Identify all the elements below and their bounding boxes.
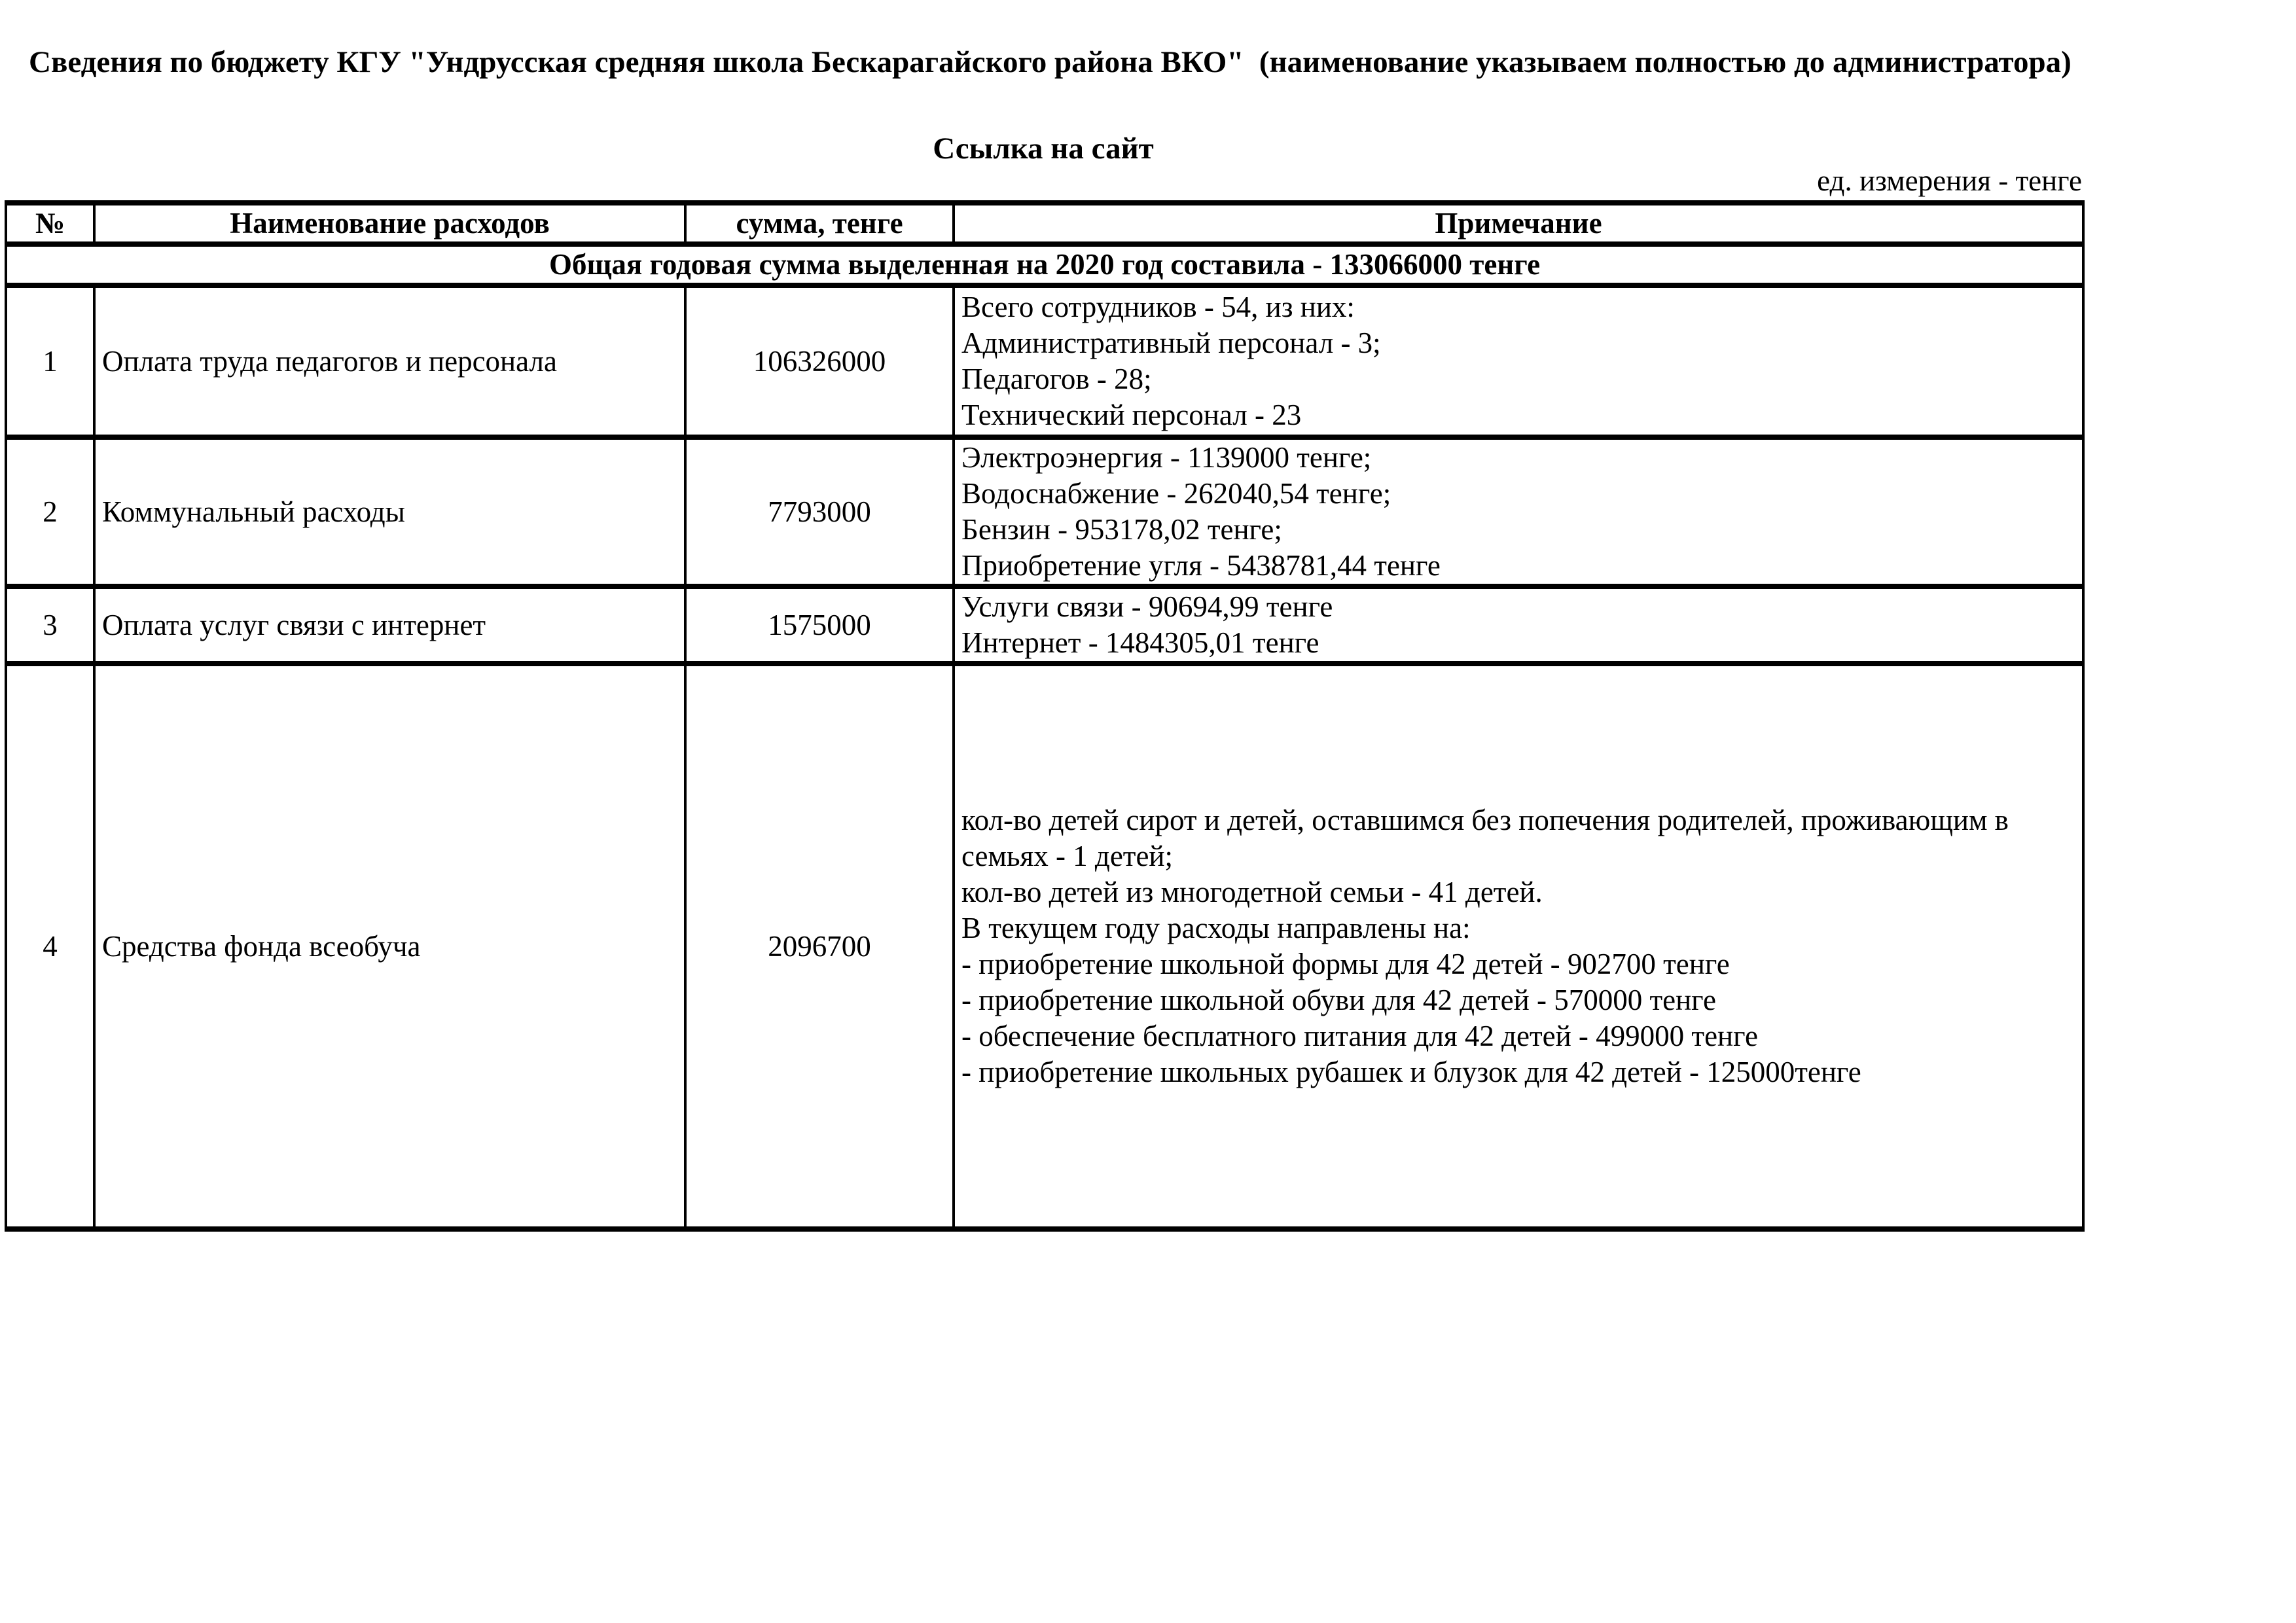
expense-name-cell: Коммунальный расходы	[94, 437, 685, 586]
amount-cell: 7793000	[685, 437, 954, 586]
col-header-sum: сумма, тенге	[685, 203, 954, 244]
row-number-cell: 3	[6, 586, 94, 664]
amount-cell: 106326000	[685, 285, 954, 437]
table-row	[6, 664, 2083, 1229]
units-label: ед. измерения - тенге	[1817, 164, 2082, 197]
note-line: Бензин - 953178,02 тенге;	[961, 513, 1282, 546]
note-line: В текущем году расходы направлены на:	[961, 912, 1471, 944]
budget-table	[5, 200, 2085, 1232]
row-number-cell: 4	[6, 664, 94, 1229]
note-cell	[954, 285, 2083, 437]
note-line: кол-во детей из многодетной семьи - 41 детей.	[961, 876, 1543, 908]
table-header-row	[6, 203, 2083, 244]
col-header-note: Примечание	[954, 203, 2083, 244]
expense-name-cell: Оплата услуг связи с интернет	[94, 586, 685, 664]
note-line: Приобретение угля - 5438781,44 тенге	[961, 549, 1441, 582]
note-line: - приобретение школьных рубашек и блузок для 42 детей - 125000тенге	[961, 1056, 1861, 1088]
total-annual-sum: Общая годовая сумма выделенная на 2020 год составила - 133066000 тенге	[6, 244, 2083, 285]
note-line: кол-во детей сирот и детей, оставшимся без попечения родителей, проживающим в	[961, 804, 2009, 836]
note-cell	[954, 586, 2083, 664]
expense-name-cell: Оплата труда педагогов и персонала	[94, 285, 685, 437]
note-line: - приобретение школьной формы для 42 детей - 902700 тенге	[961, 948, 1730, 980]
note-line: Водоснабжение - 262040,54 тенге;	[961, 477, 1391, 510]
amount-cell: 2096700	[685, 664, 954, 1229]
col-header-num: №	[6, 203, 94, 244]
note-line: Административный персонал - 3;	[961, 327, 1381, 359]
total-row	[6, 244, 2083, 285]
note-cell	[954, 664, 2083, 1229]
note-line: Педагогов - 28;	[961, 363, 1152, 395]
table-row	[6, 586, 2083, 664]
note-line: Интернет - 1484305,01 тенге	[961, 626, 1319, 659]
note-line: Всего сотрудников - 54, из них:	[961, 291, 1355, 323]
table-row	[6, 437, 2083, 586]
page-title: Сведения по бюджету КГУ "Ундрусская средняя школа Бескарагайского района ВКО" (наименование указываем полностью до администратора)	[29, 45, 2072, 79]
note-line: семьях - 1 детей;	[961, 840, 1174, 872]
row-number-cell: 1	[6, 285, 94, 437]
note-cell	[954, 437, 2083, 586]
expense-name-cell: Средства фонда всеобуча	[94, 664, 685, 1229]
amount-cell: 1575000	[685, 586, 954, 664]
note-line: Электроэнергия - 1139000 тенге;	[961, 441, 1372, 474]
col-header-name: Наименование расходов	[94, 203, 685, 244]
note-line: Технический персонал - 23	[961, 399, 1302, 431]
site-link-label: Ссылка на сайт	[933, 132, 1154, 166]
note-line: Услуги связи - 90694,99 тенге	[961, 590, 1333, 623]
note-line: - приобретение школьной обуви для 42 детей - 570000 тенге	[961, 984, 1717, 1016]
row-number-cell: 2	[6, 437, 94, 586]
note-line: - обеспечение бесплатного питания для 42 детей - 499000 тенге	[961, 1020, 1758, 1052]
table-row	[6, 285, 2083, 437]
